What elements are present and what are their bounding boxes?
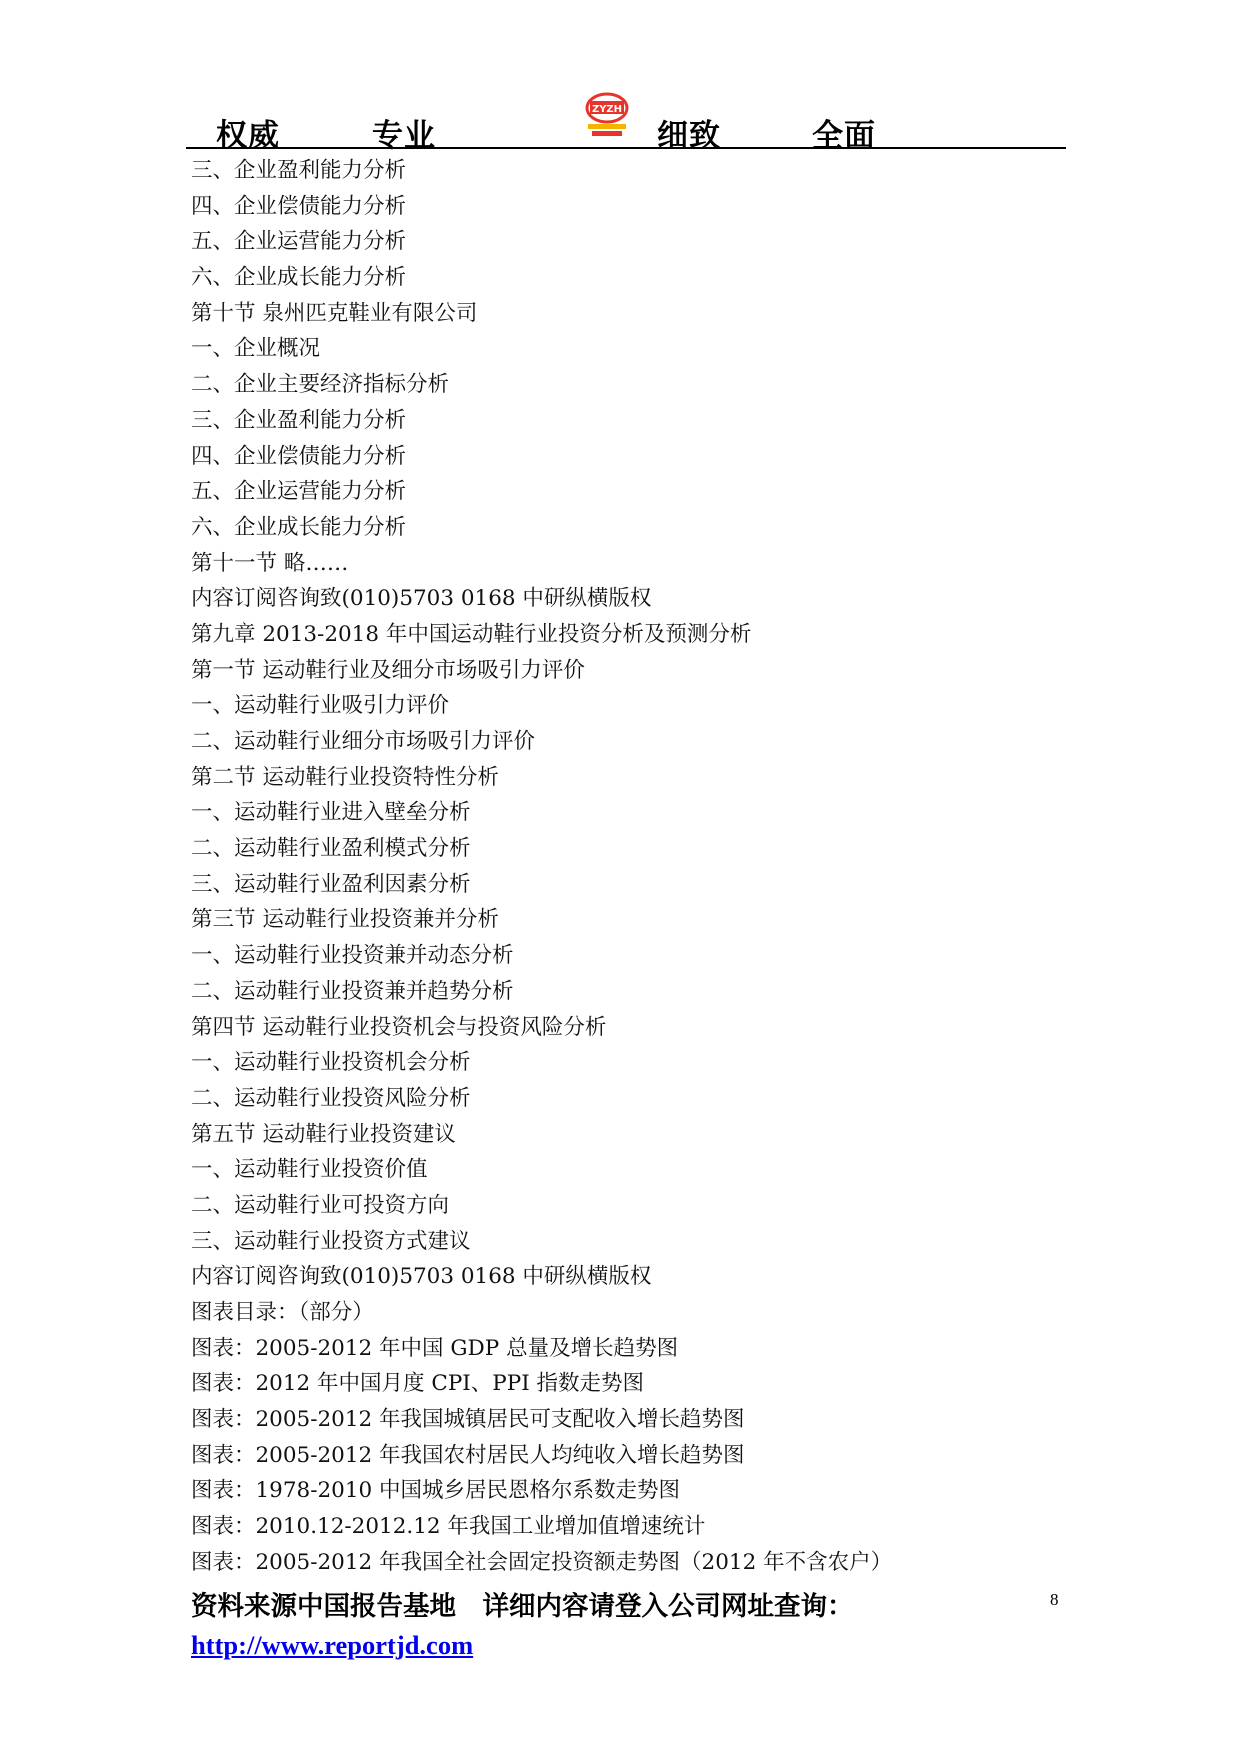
toc-line: 图表：2012 年中国月度 CPI、PPI 指数走势图 <box>191 1371 645 1397</box>
footer-url-link[interactable]: http://www.reportjd.com <box>191 1630 474 1660</box>
toc-line: 三、企业盈利能力分析 <box>191 158 407 183</box>
header-word-authority: 权威 <box>216 118 280 154</box>
toc-line: 内容订阅咨询致(010)5703 0168 中研纵横版权 <box>191 1264 652 1290</box>
header-word-comprehensive: 全面 <box>812 118 876 154</box>
toc-line: 图表：2005-2012 年我国农村居民人均纯收入增长趋势图 <box>191 1442 745 1468</box>
footer-source-text: 资料来源中国报告基地 详细内容请登入公司网址查询： <box>191 1591 854 1622</box>
toc-line: 第五节 运动鞋行业投资建议 <box>191 1121 456 1147</box>
toc-line: 三、企业盈利能力分析 <box>191 407 407 433</box>
toc-line: 第一节 运动鞋行业及细分市场吸引力评价 <box>191 657 585 683</box>
toc-line: 一、运动鞋行业投资机会分析 <box>191 1050 471 1076</box>
toc-line: 第九章 2013-2018 年中国运动鞋行业投资分析及预测分析 <box>191 621 752 647</box>
toc-line: 五、企业运营能力分析 <box>191 479 407 505</box>
toc-line: 一、运动鞋行业吸引力评价 <box>191 693 450 719</box>
toc-line: 图表：2005-2012 年中国 GDP 总量及增长趋势图 <box>191 1335 679 1361</box>
page-number: 8 <box>1050 1590 1059 1609</box>
toc-line: 一、企业概况 <box>191 336 321 362</box>
toc-line: 二、运动鞋行业细分市场吸引力评价 <box>191 729 536 754</box>
toc-line: 四、企业偿债能力分析 <box>191 443 407 469</box>
toc-line: 二、运动鞋行业盈利模式分析 <box>191 836 471 862</box>
toc-line: 二、企业主要经济指标分析 <box>191 372 450 398</box>
toc-line: 图表：1978-2010 中国城乡居民恩格尔系数走势图 <box>191 1478 681 1504</box>
toc-line: 二、运动鞋行业投资风险分析 <box>191 1085 471 1111</box>
page-header <box>186 88 1066 154</box>
zyzh-logo <box>582 88 632 138</box>
toc-line: 第十一节 略…… <box>191 550 349 576</box>
svg-text:ZYZH: ZYZH <box>591 104 623 115</box>
toc-line: 六、企业成长能力分析 <box>191 265 407 291</box>
toc-line: 三、运动鞋行业盈利因素分析 <box>191 871 471 897</box>
toc-line: 四、企业偿债能力分析 <box>191 193 407 219</box>
toc-line: 内容订阅咨询致(010)5703 0168 中研纵横版权 <box>191 586 652 612</box>
table-of-contents <box>191 153 1071 1581</box>
toc-line: 六、企业成长能力分析 <box>191 514 407 540</box>
toc-line: 图表：2005-2012 年我国全社会固定投资额走势图（2012 年不含农户） <box>191 1549 893 1575</box>
toc-line: 三、运动鞋行业投资方式建议 <box>191 1228 471 1254</box>
toc-line: 第三节 运动鞋行业投资兼并分析 <box>191 907 499 933</box>
toc-line: 二、运动鞋行业投资兼并趋势分析 <box>191 978 514 1004</box>
toc-line: 二、运动鞋行业可投资方向 <box>191 1192 450 1218</box>
toc-line: 图表：2005-2012 年我国城镇居民可支配收入增长趋势图 <box>191 1407 745 1433</box>
toc-line: 第四节 运动鞋行业投资机会与投资风险分析 <box>191 1014 607 1040</box>
toc-line: 一、运动鞋行业进入壁垒分析 <box>191 800 471 826</box>
header-word-professional: 专业 <box>372 118 436 154</box>
toc-line: 一、运动鞋行业投资兼并动态分析 <box>191 943 514 969</box>
header-rule <box>186 147 1066 149</box>
toc-line: 第二节 运动鞋行业投资特性分析 <box>191 764 499 790</box>
toc-line: 第十节 泉州匹克鞋业有限公司 <box>191 300 478 326</box>
toc-line: 五、企业运营能力分析 <box>191 229 407 255</box>
toc-line: 图表目录：（部分） <box>191 1300 374 1325</box>
toc-line: 图表：2010.12-2012.12 年我国工业增加值增速统计 <box>191 1514 706 1540</box>
header-word-meticulous: 细致 <box>657 118 721 154</box>
toc-line: 一、运动鞋行业投资价值 <box>191 1157 428 1183</box>
